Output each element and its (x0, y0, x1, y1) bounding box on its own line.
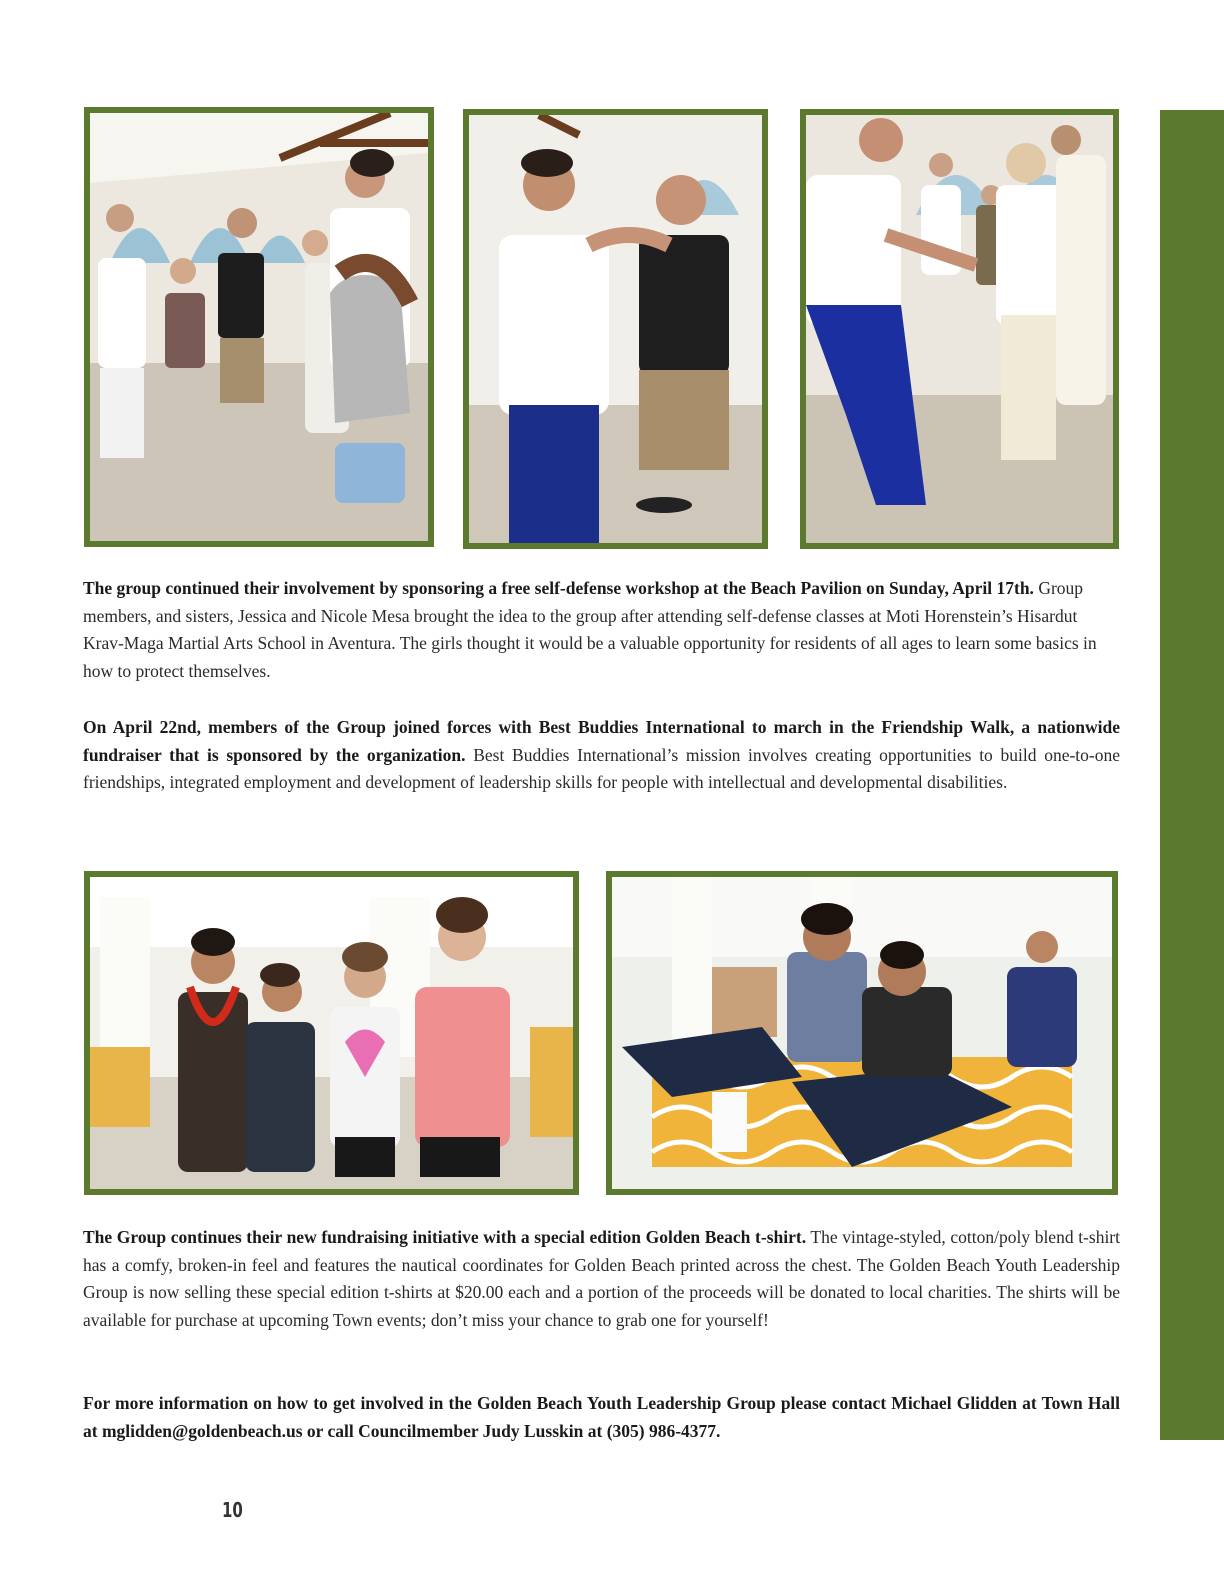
self-defense-workshop-body: Group members, and sisters, Jessica and Nicole Mesa brought the idea to the group after attending self-defense classes at Moti Horenstein’s Hisardut Krav-Maga Martial Arts School in Aventura. The girls thought it would be a valuable opportunity for residents of all ages to learn some basics in how to protect themselves. (83, 578, 1097, 682)
friendship-walk-lead: On April 22nd, members of the Group joined forces with Best Buddies International to march in the Friendship Walk, a nationwide fundraiser that is sponsored by the organization. (83, 717, 1120, 765)
page-number: 10 (222, 1498, 243, 1522)
self-defense-practice-photo (800, 109, 1119, 549)
tshirt-fundraiser-paragraph (83, 1224, 1120, 1335)
contact-information-paragraph (83, 1390, 1120, 1445)
tshirt-fundraiser-body: The vintage-styled, cotton/poly blend t-shirt has a comfy, broken-in feel and features the nautical coordinates for Golden Beach printed across the chest. The Golden Beach Youth Leadership Group is now selling these special edition t-shirts at $20.00 each and a portion of the proceeds will be donated to local charities. The shirts will be available for purchase at upcoming Town events; don’t miss your chance to grab one for yourself! (83, 1227, 1120, 1331)
t-shirt-sales-table-photo (606, 871, 1118, 1195)
self-defense-instructor-with-group-photo (84, 107, 434, 547)
four-girls-smiling-photo (84, 871, 579, 1195)
friendship-walk-paragraph (83, 714, 1120, 797)
contact-information-text: For more information on how to get involved in the Golden Beach Youth Leadership Group please contact Michael Glidden at Town Hall at mglidden@goldenbeach.us or call Councilmember Judy Lusskin at (305) 986-4377. (83, 1393, 1120, 1441)
green-side-bar (1160, 110, 1224, 1440)
self-defense-demonstration-photo (463, 109, 768, 549)
friendship-walk-body: Best Buddies International’s mission involves creating opportunities to build one-to-one friendships, integrated employment and development of leadership skills for people with intellectual and developmental disabilities. (83, 744, 1120, 793)
tshirt-fundraiser-lead: The Group continues their new fundraising initiative with a special edition Golden Beach t-shirt. (83, 1227, 807, 1247)
self-defense-workshop-lead: The group continued their involvement by sponsoring a free self-defense workshop at the Beach Pavilion on Sunday, April 17th. (83, 578, 1034, 598)
self-defense-workshop-paragraph (83, 575, 1120, 686)
